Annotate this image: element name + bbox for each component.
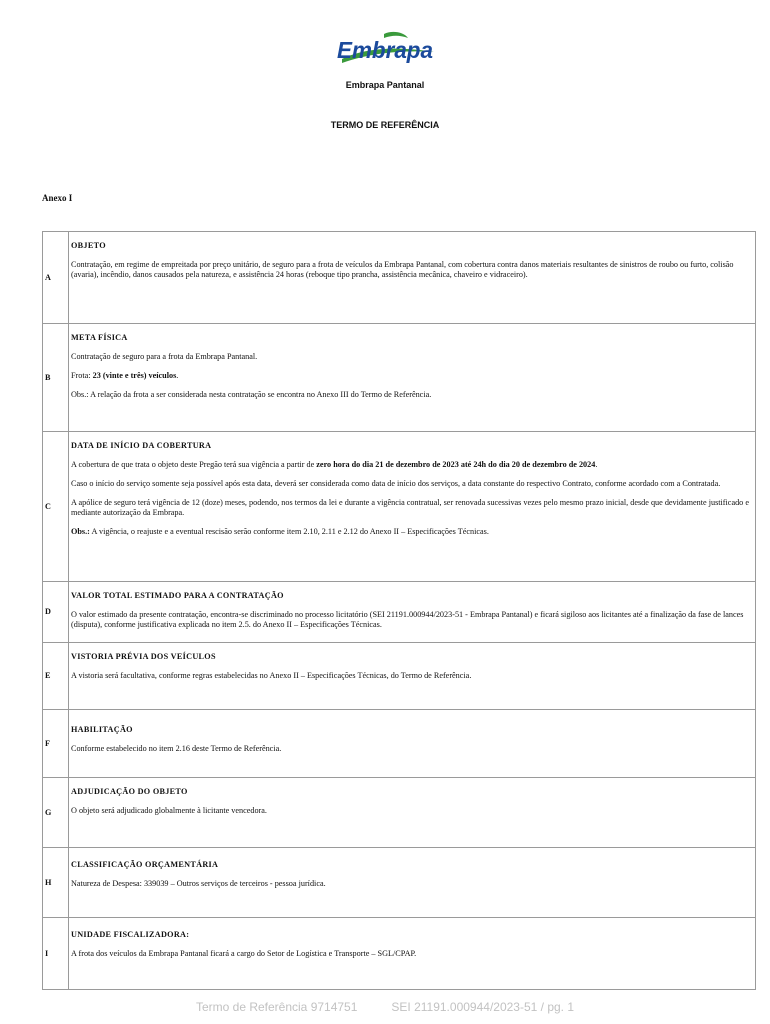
footer-document-reference: Termo de Referência 9714751 bbox=[195, 1000, 358, 1014]
fleet-label: Frota: bbox=[71, 371, 93, 380]
fleet-count: 23 (vinte e três) veículos bbox=[92, 371, 177, 380]
section-paragraph bbox=[71, 460, 751, 470]
section-title: UNIDADE FISCALIZADORA: bbox=[71, 930, 190, 939]
section-title: DATA DE INÍCIO DA COBERTURA bbox=[71, 441, 212, 450]
section-paragraph: A vistoria será facultativa, conforme regras estabelecidas no Anexo II – Especificações Técnicas, do Termo de Referência. bbox=[71, 671, 472, 680]
table-row bbox=[43, 848, 756, 918]
section-paragraph: Obs.: A relação da frota a ser considerada nesta contratação se encontra no Anexo III do Termo de Referência. bbox=[71, 390, 432, 399]
annex-label: Anexo I bbox=[42, 193, 73, 203]
section-paragraph: Natureza de Despesa: 339039 – Outros serviços de terceiros - pessoa jurídica. bbox=[71, 879, 326, 888]
row-content bbox=[69, 918, 756, 990]
row-letter: F bbox=[43, 710, 69, 778]
row-letter: G bbox=[43, 778, 69, 848]
row-letter: D bbox=[43, 582, 69, 643]
section-title: OBJETO bbox=[71, 241, 106, 250]
footer-page-reference: SEI 21191.000944/2023-51 / pg. 1 bbox=[391, 1000, 575, 1014]
punctuation: . bbox=[176, 371, 179, 380]
table-row bbox=[43, 918, 756, 990]
table-row bbox=[43, 324, 756, 432]
organization-name: Embrapa Pantanal bbox=[345, 80, 425, 90]
row-content bbox=[69, 643, 756, 710]
section-title: VALOR TOTAL ESTIMADO PARA A CONTRATAÇÃO bbox=[71, 591, 284, 600]
coverage-period: zero hora do dia 21 de dezembro de 2023 até 24h do dia 20 de dezembro de 2024 bbox=[316, 460, 596, 469]
document-title: TERMO DE REFERÊNCIA bbox=[330, 120, 440, 130]
section-paragraph: Caso o início do serviço somente seja possível após esta data, deverá ser considerada como data de início dos serviços, a data constante do respectivo Contrato, conforme acordado com a Contratada. bbox=[71, 479, 721, 488]
section-title: CLASSIFICAÇÃO ORÇAMENTÁRIA bbox=[71, 860, 219, 869]
row-content bbox=[69, 848, 756, 918]
row-letter: H bbox=[43, 848, 69, 918]
section-paragraph bbox=[71, 371, 751, 381]
reference-table bbox=[42, 231, 756, 990]
punctuation: . bbox=[595, 460, 598, 469]
row-letter: I bbox=[43, 918, 69, 990]
row-letter: A bbox=[43, 232, 69, 324]
section-title: HABILITAÇÃO bbox=[71, 725, 133, 734]
section-paragraph: A apólice de seguro terá vigência de 12 (doze) meses, podendo, nos termos da lei e durante a vigência contratual, ser renovada sucessivas vezes pelo mesmo prazo inicial, desde que devidamente justificado e mediante autorização da Embrapa. bbox=[71, 498, 749, 517]
section-paragraph: Contratação, em regime de empreitada por preço unitário, de seguro para a frota de veículos da Embrapa Pantanal, com cobertura contra danos materiais resultantes de sinistros de roubo ou furto, colisão (avaria), incêndio, danos causados pela natureza, e assistência 24 horas (reboque tipo prancha, assistência mecânica, chaveiro e vidraceiro). bbox=[71, 260, 734, 279]
table-row bbox=[43, 778, 756, 848]
section-paragraph: Conforme estabelecido no item 2.16 deste Termo de Referência. bbox=[71, 744, 282, 753]
section-title: VISTORIA PRÉVIA DOS VEÍCULOS bbox=[71, 652, 216, 661]
table-row bbox=[43, 710, 756, 778]
section-paragraph bbox=[71, 527, 751, 537]
section-title: META FÍSICA bbox=[71, 333, 128, 342]
section-title: ADJUDICAÇÃO DO OBJETO bbox=[71, 787, 188, 796]
row-letter: B bbox=[43, 324, 69, 432]
logo-wordmark: Embrapa bbox=[337, 37, 434, 63]
section-paragraph: O objeto será adjudicado globalmente à licitante vencedora. bbox=[71, 806, 267, 815]
coverage-text: A cobertura de que trata o objeto deste Pregão terá sua vigência a partir de bbox=[71, 460, 317, 469]
embrapa-logo bbox=[334, 28, 438, 72]
page-footer bbox=[0, 1000, 770, 1014]
obs-text: A vigência, o reajuste e a eventual rescisão serão conforme item 2.10, 2.11 e 2.12 do Anexo II – Especificações Técnicas. bbox=[89, 527, 489, 536]
row-letter: C bbox=[43, 432, 69, 582]
section-paragraph: O valor estimado da presente contratação, encontra-se discriminado no processo licitatório (SEI 21191.000944/2023-51 - Embrapa Pantanal) e ficará sigiloso aos licitantes até a finalização da fase de lances (disputa), conforme justificativa explicada no item 2.5. do Anexo II – Especificações Técnicas. bbox=[71, 610, 744, 629]
section-paragraph: A frota dos veículos da Embrapa Pantanal ficará a cargo do Setor de Logística e Transporte – SGL/CPAP. bbox=[71, 949, 417, 958]
section-paragraph: Contratação de seguro para a frota da Embrapa Pantanal. bbox=[71, 352, 258, 361]
table-row bbox=[43, 232, 756, 324]
table-row bbox=[43, 582, 756, 643]
row-content bbox=[69, 778, 756, 848]
table-row bbox=[43, 432, 756, 582]
row-letter: E bbox=[43, 643, 69, 710]
row-content bbox=[69, 432, 756, 582]
row-content bbox=[69, 232, 756, 324]
row-content bbox=[69, 582, 756, 643]
row-content bbox=[69, 710, 756, 778]
table-row bbox=[43, 643, 756, 710]
row-content bbox=[69, 324, 756, 432]
obs-label: Obs.: bbox=[71, 527, 90, 536]
